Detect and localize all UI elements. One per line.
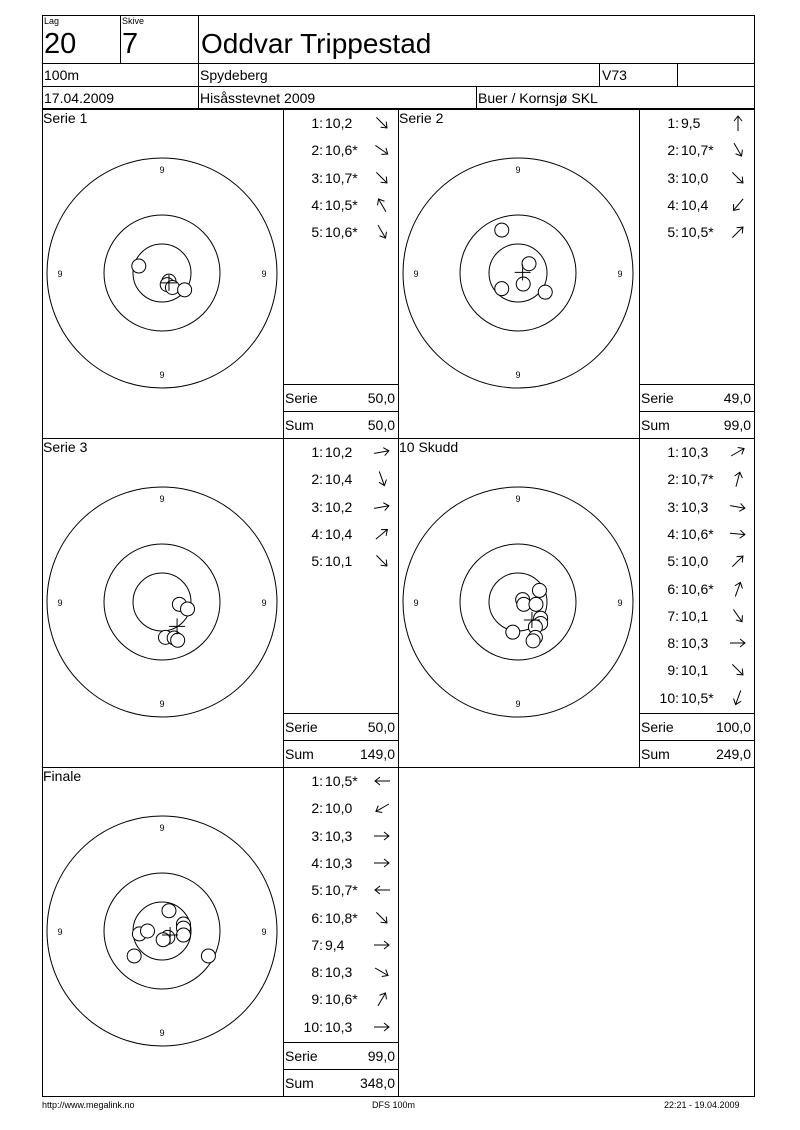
footer-program: DFS 100m bbox=[372, 1100, 416, 1110]
shot-number: 7: bbox=[311, 936, 323, 953]
shot-direction-arrow-icon bbox=[727, 634, 749, 652]
shot-score: 10,1 bbox=[681, 607, 709, 624]
skive-value: 7 bbox=[122, 28, 139, 60]
target-face bbox=[42, 767, 283, 1096]
shot-score: 10,2 bbox=[325, 498, 353, 515]
shot-direction-arrow-icon bbox=[727, 196, 749, 214]
sum-label: Sum bbox=[285, 1075, 314, 1091]
ring-label-9: 9 bbox=[515, 370, 521, 380]
serie-label: Serie bbox=[285, 390, 318, 406]
shot-score: 10,6* bbox=[681, 580, 714, 597]
ring-label-9: 9 bbox=[515, 165, 521, 175]
serie-total: 50,0 bbox=[367, 719, 395, 735]
shot-score: 10,1 bbox=[681, 662, 709, 679]
shot-score: 9,4 bbox=[325, 936, 345, 953]
shot-number: 2: bbox=[311, 471, 323, 488]
shot-score: 10,8* bbox=[325, 909, 358, 926]
shot-score: 10,2 bbox=[325, 444, 353, 460]
shot-score: 9,5 bbox=[681, 115, 701, 131]
shot-hole bbox=[162, 904, 176, 918]
shot-hole bbox=[526, 634, 540, 648]
shot-hole bbox=[532, 583, 546, 597]
header-vdiv-class bbox=[599, 63, 600, 86]
serie-total: 50,0 bbox=[367, 390, 395, 406]
shot-score: 10,0 bbox=[325, 800, 353, 817]
sum-label: Sum bbox=[641, 417, 670, 433]
shot-number: 3: bbox=[311, 827, 323, 844]
footer-timestamp: 22:21 - 19.04.2009 bbox=[664, 1100, 740, 1110]
shot-hole bbox=[141, 924, 155, 938]
shot-hole bbox=[522, 257, 536, 271]
shot-hole bbox=[178, 283, 192, 297]
sum-divider bbox=[639, 411, 754, 412]
sum-label: Sum bbox=[285, 417, 314, 433]
shot-score: 10,5* bbox=[325, 196, 358, 213]
shot-direction-arrow-icon bbox=[371, 552, 393, 570]
shot-number: 6: bbox=[667, 580, 679, 597]
shot-number: 5: bbox=[311, 882, 323, 899]
serie-divider bbox=[283, 1042, 398, 1043]
shot-direction-arrow-icon bbox=[727, 443, 749, 461]
header-vdiv-club bbox=[476, 86, 477, 109]
ring-label-9: 9 bbox=[159, 823, 165, 833]
shot-number: 4: bbox=[311, 525, 323, 542]
shot-number: 3: bbox=[311, 498, 323, 515]
shot-number: 3: bbox=[667, 498, 679, 515]
shot-score: 10,3 bbox=[325, 827, 353, 844]
ring-outer bbox=[47, 158, 277, 388]
shot-number: 1: bbox=[311, 773, 323, 789]
ring-label-9: 9 bbox=[261, 927, 267, 937]
sum-total: 348,0 bbox=[359, 1075, 395, 1091]
shot-number: 6: bbox=[311, 909, 323, 926]
shot-direction-arrow-icon bbox=[727, 223, 749, 241]
ring-label-9: 9 bbox=[515, 494, 521, 504]
header-vdiv-skive bbox=[198, 15, 199, 109]
shot-number: 5: bbox=[311, 224, 323, 241]
shot-number: 2: bbox=[667, 142, 679, 159]
shot-number: 8: bbox=[667, 635, 679, 652]
shot-number: 10: bbox=[659, 689, 679, 706]
shot-direction-arrow-icon bbox=[371, 443, 393, 461]
panel-title: Finale bbox=[43, 768, 82, 784]
ring-middle bbox=[104, 873, 220, 989]
ring-label-9: 9 bbox=[57, 927, 63, 937]
shot-hole bbox=[495, 282, 509, 296]
shot-number: 1: bbox=[667, 444, 679, 460]
ring-label-9: 9 bbox=[413, 598, 419, 608]
shot-score: 10,3 bbox=[681, 635, 709, 652]
shot-score: 10,3 bbox=[325, 854, 353, 871]
serie-divider bbox=[283, 713, 398, 714]
sum-divider bbox=[639, 740, 754, 741]
class: V73 bbox=[602, 67, 627, 83]
ring-label-9: 9 bbox=[617, 598, 623, 608]
shot-direction-arrow-icon bbox=[371, 990, 393, 1008]
shot-hole bbox=[181, 602, 195, 616]
ring-label-9: 9 bbox=[159, 494, 165, 504]
serie-total: 99,0 bbox=[367, 1048, 395, 1064]
shot-number: 2: bbox=[311, 800, 323, 817]
shot-direction-arrow-icon bbox=[727, 525, 749, 543]
sum-divider bbox=[283, 1069, 398, 1070]
shot-number: 2: bbox=[667, 471, 679, 488]
ring-label-9: 9 bbox=[57, 269, 63, 279]
shot-score: 10,3 bbox=[325, 1018, 353, 1035]
sum-label: Sum bbox=[641, 746, 670, 762]
lag-label: Lag bbox=[44, 16, 60, 26]
shot-score: 10,6* bbox=[325, 991, 358, 1008]
shot-number: 9: bbox=[311, 991, 323, 1008]
shot-number: 3: bbox=[667, 169, 679, 186]
shot-hole bbox=[127, 949, 141, 963]
header-vdiv-lag bbox=[120, 15, 121, 63]
shot-number: 10: bbox=[303, 1018, 323, 1035]
shot-direction-arrow-icon bbox=[727, 661, 749, 679]
skive-label: Skive bbox=[122, 16, 145, 26]
ring-middle bbox=[460, 215, 576, 331]
sum-label: Sum bbox=[285, 746, 314, 762]
ring-outer bbox=[47, 487, 277, 717]
shot-number: 4: bbox=[667, 196, 679, 213]
serie-divider bbox=[639, 713, 754, 714]
shot-hole bbox=[529, 597, 543, 611]
lag-value: 20 bbox=[44, 28, 77, 60]
panel-title: Serie 3 bbox=[43, 439, 88, 455]
serie-total: 100,0 bbox=[715, 719, 751, 735]
shot-score: 10,7* bbox=[681, 142, 714, 159]
shot-score: 10,7* bbox=[325, 169, 358, 186]
serie-label: Serie bbox=[641, 719, 674, 735]
shot-score: 10,3 bbox=[681, 444, 709, 460]
shot-number: 1: bbox=[311, 444, 323, 460]
ring-label-9: 9 bbox=[261, 269, 267, 279]
shot-score: 10,7* bbox=[681, 471, 714, 488]
event-name: Hisåsstevnet 2009 bbox=[200, 90, 316, 106]
shot-direction-arrow-icon bbox=[371, 114, 393, 132]
header-divider-2 bbox=[42, 86, 755, 87]
panel-title: Serie 1 bbox=[43, 110, 88, 126]
panel-title: 10 Skudd bbox=[399, 439, 459, 455]
shot-number: 4: bbox=[311, 854, 323, 871]
shot-direction-arrow-icon bbox=[727, 169, 749, 187]
shooter-name: Oddvar Trippestad bbox=[201, 28, 432, 59]
shot-hole bbox=[132, 259, 146, 273]
shot-number: 8: bbox=[311, 964, 323, 981]
serie-label: Serie bbox=[285, 719, 318, 735]
serie-label: Serie bbox=[641, 390, 674, 406]
shot-number: 3: bbox=[311, 169, 323, 186]
shot-score: 10,4 bbox=[325, 525, 353, 542]
shot-score: 10,5* bbox=[325, 773, 358, 789]
shot-number: 9: bbox=[667, 662, 679, 679]
shot-score: 10,3 bbox=[681, 498, 709, 515]
shot-direction-arrow-icon bbox=[371, 525, 393, 543]
panel-title: Serie 2 bbox=[399, 110, 444, 126]
shot-direction-arrow-icon bbox=[371, 498, 393, 516]
shot-score: 10,6* bbox=[325, 142, 358, 159]
shot-direction-arrow-icon bbox=[727, 141, 749, 159]
shot-direction-arrow-icon bbox=[727, 580, 749, 598]
shot-number: 2: bbox=[311, 142, 323, 159]
target-face bbox=[398, 438, 639, 767]
serie-divider bbox=[639, 384, 754, 385]
shot-hole bbox=[538, 285, 552, 299]
shot-direction-arrow-icon bbox=[371, 854, 393, 872]
shot-hole bbox=[495, 223, 509, 237]
shot-number: 7: bbox=[667, 607, 679, 624]
shot-direction-arrow-icon bbox=[727, 607, 749, 625]
location: Spydeberg bbox=[200, 67, 268, 83]
shot-direction-arrow-icon bbox=[371, 936, 393, 954]
shot-direction-arrow-icon bbox=[371, 881, 393, 899]
sum-total: 149,0 bbox=[359, 746, 395, 762]
shot-score: 10,0 bbox=[681, 553, 709, 570]
shot-score: 10,6* bbox=[325, 224, 358, 241]
ring-label-9: 9 bbox=[413, 269, 419, 279]
club-name: Buer / Kornsjø SKL bbox=[478, 90, 598, 106]
target-face bbox=[398, 109, 639, 438]
sum-divider bbox=[283, 411, 398, 412]
shot-hole bbox=[171, 633, 185, 647]
shot-number: 1: bbox=[667, 115, 679, 131]
shot-hole bbox=[201, 949, 215, 963]
shot-score: 10,4 bbox=[681, 196, 709, 213]
shot-direction-arrow-icon bbox=[727, 470, 749, 488]
ring-label-9: 9 bbox=[57, 598, 63, 608]
shot-hole bbox=[516, 277, 530, 291]
shot-direction-arrow-icon bbox=[371, 827, 393, 845]
ring-middle bbox=[104, 215, 220, 331]
shot-direction-arrow-icon bbox=[371, 169, 393, 187]
shot-direction-arrow-icon bbox=[727, 114, 749, 132]
sum-total: 99,0 bbox=[723, 417, 751, 433]
shot-score: 10,7* bbox=[325, 882, 358, 899]
shot-score: 10,3 bbox=[325, 964, 353, 981]
sum-total: 50,0 bbox=[367, 417, 395, 433]
distance: 100m bbox=[44, 67, 80, 83]
shot-direction-arrow-icon bbox=[727, 498, 749, 516]
shot-direction-arrow-icon bbox=[371, 909, 393, 927]
sum-total: 249,0 bbox=[715, 746, 751, 762]
target-face bbox=[42, 109, 283, 438]
date: 17.04.2009 bbox=[44, 90, 115, 106]
serie-label: Serie bbox=[285, 1048, 318, 1064]
shot-number: 1: bbox=[311, 115, 323, 131]
shot-score: 10,0 bbox=[681, 169, 709, 186]
shot-direction-arrow-icon bbox=[371, 196, 393, 214]
shot-direction-arrow-icon bbox=[371, 963, 393, 981]
header-vdiv-extra bbox=[677, 63, 678, 86]
shot-direction-arrow-icon bbox=[371, 470, 393, 488]
shot-direction-arrow-icon bbox=[371, 772, 393, 790]
serie-total: 49,0 bbox=[723, 390, 751, 406]
ring-label-9: 9 bbox=[159, 165, 165, 175]
ring-outer bbox=[403, 158, 633, 388]
shot-number: 5: bbox=[667, 224, 679, 241]
header-divider-1 bbox=[42, 63, 755, 64]
empty-region bbox=[398, 767, 755, 1097]
ring-label-9: 9 bbox=[159, 699, 165, 709]
serie-divider bbox=[283, 384, 398, 385]
target-face bbox=[42, 438, 283, 767]
sum-divider bbox=[283, 740, 398, 741]
shot-number: 4: bbox=[667, 525, 679, 542]
shot-score: 10,4 bbox=[325, 471, 353, 488]
shot-score: 10,1 bbox=[325, 553, 353, 570]
ring-outer bbox=[47, 816, 277, 1046]
shot-score: 10,2 bbox=[325, 115, 353, 131]
shot-direction-arrow-icon bbox=[371, 223, 393, 241]
ring-label-9: 9 bbox=[159, 1028, 165, 1038]
shot-hole bbox=[176, 928, 190, 942]
shot-direction-arrow-icon bbox=[727, 552, 749, 570]
shot-score: 10,6* bbox=[681, 525, 714, 542]
footer-url: http://www.megalink.no bbox=[42, 1100, 135, 1110]
shot-score: 10,5* bbox=[681, 689, 714, 706]
ring-label-9: 9 bbox=[515, 699, 521, 709]
shot-score: 10,5* bbox=[681, 224, 714, 241]
ring-label-9: 9 bbox=[261, 598, 267, 608]
shot-direction-arrow-icon bbox=[371, 799, 393, 817]
ring-label-9: 9 bbox=[159, 370, 165, 380]
ring-label-9: 9 bbox=[617, 269, 623, 279]
shot-hole bbox=[506, 625, 520, 639]
shot-number: 5: bbox=[311, 553, 323, 570]
shot-number: 4: bbox=[311, 196, 323, 213]
shot-direction-arrow-icon bbox=[371, 141, 393, 159]
shot-direction-arrow-icon bbox=[371, 1018, 393, 1036]
shot-number: 5: bbox=[667, 553, 679, 570]
shot-direction-arrow-icon bbox=[727, 689, 749, 707]
